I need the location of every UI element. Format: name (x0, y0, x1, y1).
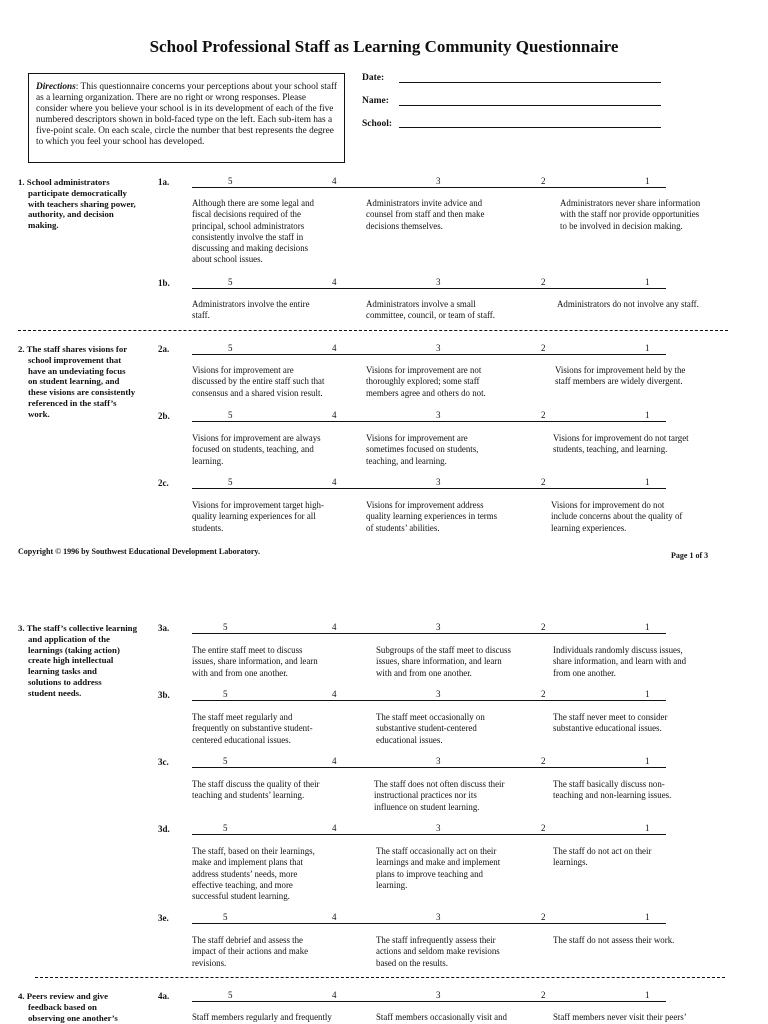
school-field[interactable] (399, 127, 661, 128)
scale-1b-1[interactable]: 1 (645, 277, 650, 287)
item-4-label: 4. Peers review and give feedback based on observing one another’s (18, 991, 118, 1023)
scale-2c-2[interactable]: 2 (541, 477, 546, 487)
scale-3a-4[interactable]: 4 (332, 622, 337, 632)
desc-2b-high: Visions for improvement are always focused on students, teaching, and learning. (192, 433, 321, 466)
scale-2c-5[interactable]: 5 (228, 477, 233, 487)
scale-2b-1[interactable]: 1 (645, 410, 650, 420)
scale-3b-2[interactable]: 2 (541, 689, 546, 699)
scale-2a-2[interactable]: 2 (541, 343, 546, 353)
scale-2c-3[interactable]: 3 (436, 477, 441, 487)
scale-line-2a (192, 354, 666, 355)
scale-3c-2[interactable]: 2 (541, 756, 546, 766)
scale-3b-4[interactable]: 4 (332, 689, 337, 699)
item-2-label: 2. The staff shares visions for school improvement that have an undeviating focus on student learning, and these visions are consistently referenced in the staff’s work. (18, 344, 136, 419)
desc-3c-low: The staff basically discuss non- teaching and non-learning issues. (553, 779, 672, 801)
page-title: School Professional Staff as Learning Community Questionnaire (149, 37, 619, 56)
scale-line-1b (192, 288, 666, 289)
desc-3c-high: The staff discuss the quality of their teaching and students’ learning. (192, 779, 320, 801)
date-field[interactable] (399, 82, 661, 83)
directions-label: Directions (36, 82, 76, 92)
desc-3b-high: The staff meet regularly and frequently on substantive student- centered educational issues. (192, 712, 313, 745)
scale-3d-3[interactable]: 3 (436, 823, 441, 833)
desc-2b-low: Visions for improvement do not target students, teaching, and learning. (553, 433, 689, 455)
desc-3c-mid: The staff does not often discuss their instructional practices nor its influence on student learning. (374, 779, 505, 812)
desc-1b-high: Administrators involve the entire staff. (192, 299, 310, 321)
sub-id-1a: 1a. (158, 177, 170, 187)
sub-id-3d: 3d. (158, 824, 170, 834)
scale-2a-4[interactable]: 4 (332, 343, 337, 353)
scale-1a-2[interactable]: 2 (541, 176, 546, 186)
scale-2b-5[interactable]: 5 (228, 410, 233, 420)
scale-line-2c (192, 488, 666, 489)
scale-line-2b (192, 421, 666, 422)
sub-id-3a: 3a. (158, 623, 170, 633)
scale-2c-1[interactable]: 1 (645, 477, 650, 487)
scale-3a-1[interactable]: 1 (645, 622, 650, 632)
desc-3b-low: The staff never meet to consider substantive educational issues. (553, 712, 668, 734)
scale-3c-3[interactable]: 3 (436, 756, 441, 766)
sub-id-2c: 2c. (158, 478, 169, 488)
desc-3a-high: The entire staff meet to discuss issues, share information, and learn with and from one another. (192, 645, 318, 678)
scale-3c-4[interactable]: 4 (332, 756, 337, 766)
scale-3d-5[interactable]: 5 (223, 823, 228, 833)
scale-3c-5[interactable]: 5 (223, 756, 228, 766)
scale-4a-1[interactable]: 1 (645, 990, 650, 1000)
scale-3e-2[interactable]: 2 (541, 912, 546, 922)
scale-3d-4[interactable]: 4 (332, 823, 337, 833)
scale-line-4a (192, 1001, 666, 1002)
section-divider (18, 330, 728, 331)
scale-3e-5[interactable]: 5 (223, 912, 228, 922)
scale-3d-1[interactable]: 1 (645, 823, 650, 833)
desc-2b-mid: Visions for improvement are sometimes focused on students, teaching, and learning. (366, 433, 479, 466)
desc-4a-low: Staff members never visit their peers’ (553, 1012, 687, 1022)
desc-2a-low: Visions for improvement held by the staff members are widely divergent. (555, 365, 686, 387)
desc-3e-low: The staff do not assess their work. (553, 935, 675, 945)
scale-3e-4[interactable]: 4 (332, 912, 337, 922)
desc-3e-mid: The staff infrequently assess their actions and seldom make revisions based on the results. (376, 935, 500, 968)
scale-4a-5[interactable]: 5 (228, 990, 233, 1000)
scale-1b-4[interactable]: 4 (332, 277, 337, 287)
scale-3e-1[interactable]: 1 (645, 912, 650, 922)
sub-id-3b: 3b. (158, 690, 170, 700)
desc-3a-low: Individuals randomly discuss issues, share information, and learn with and from one another. (553, 645, 687, 678)
date-label: Date: (362, 73, 385, 83)
scale-3d-2[interactable]: 2 (541, 823, 546, 833)
scale-1a-3[interactable]: 3 (436, 176, 441, 186)
scale-2a-1[interactable]: 1 (645, 343, 650, 353)
sub-id-4a: 4a. (158, 991, 170, 1001)
scale-line-3a (192, 633, 666, 634)
desc-4a-mid: Staff members occasionally visit and (376, 1012, 507, 1022)
scale-line-3c (192, 767, 666, 768)
copyright-notice: Copyright © 1996 by Southwest Educational Development Laboratory. (18, 547, 260, 556)
scale-2b-3[interactable]: 3 (436, 410, 441, 420)
desc-3d-low: The staff do not act on their learnings. (553, 846, 652, 868)
desc-1a-mid: Administrators invite advice and counsel from staff and then make decisions themselves. (366, 198, 485, 231)
scale-3b-3[interactable]: 3 (436, 689, 441, 699)
section-divider (35, 977, 725, 978)
sub-id-3c: 3c. (158, 757, 169, 767)
scale-4a-2[interactable]: 2 (541, 990, 546, 1000)
desc-4a-high: Staff members regularly and frequently (192, 1012, 332, 1022)
desc-3d-mid: The staff occasionally act on their learnings and make and implement plans to improve teaching and learning. (376, 846, 501, 890)
name-field[interactable] (399, 105, 661, 106)
desc-2c-low: Visions for improvement do not include concerns about the quality of learning experiences. (551, 500, 683, 533)
scale-3a-2[interactable]: 2 (541, 622, 546, 632)
desc-1b-low: Administrators do not involve any staff. (557, 299, 699, 309)
desc-2a-high: Visions for improvement are discussed by the entire staff such that consensus and a shared vision result. (192, 365, 325, 398)
scale-3c-1[interactable]: 1 (645, 756, 650, 766)
desc-1a-high: Although there are some legal and fiscal decisions required of the principal, school administrators consistently involve the staff in discussing and making decisions about school issues. (192, 198, 314, 265)
scale-line-3d (192, 834, 666, 835)
scale-2b-4[interactable]: 4 (332, 410, 337, 420)
scale-4a-3[interactable]: 3 (436, 990, 441, 1000)
desc-3a-mid: Subgroups of the staff meet to discuss issues, share information, and learn with and from one another. (376, 645, 511, 678)
desc-1b-mid: Administrators involve a small committee, council, or team of staff. (366, 299, 495, 321)
scale-line-1a (192, 187, 666, 188)
scale-1a-1[interactable]: 1 (645, 176, 650, 186)
item-1-label: 1. School administrators participate democratically with teachers sharing power, authority, and decision making. (18, 177, 136, 231)
scale-1b-2[interactable]: 2 (541, 277, 546, 287)
scale-1b-5[interactable]: 5 (228, 277, 233, 287)
sub-id-1b: 1b. (158, 278, 170, 288)
scale-3a-3[interactable]: 3 (436, 622, 441, 632)
scale-4a-4[interactable]: 4 (332, 990, 337, 1000)
scale-2b-2[interactable]: 2 (541, 410, 546, 420)
school-label: School: (362, 119, 393, 129)
scale-2a-5[interactable]: 5 (228, 343, 233, 353)
scale-1a-5[interactable]: 5 (228, 176, 233, 186)
desc-1a-low: Administrators never share information with the staff nor provide opportunities to be involved in decision making. (560, 198, 701, 231)
desc-2c-high: Visions for improvement target high- quality learning experiences for all students. (192, 500, 324, 533)
desc-2a-mid: Visions for improvement are not thoroughly explored; some staff members agree and others do not. (366, 365, 486, 398)
scale-2a-3[interactable]: 3 (436, 343, 441, 353)
scale-1a-4[interactable]: 4 (332, 176, 337, 186)
desc-3b-mid: The staff meet occasionally on substantive student-centered educational issues. (376, 712, 485, 745)
sub-id-2b: 2b. (158, 411, 170, 421)
scale-line-3b (192, 700, 666, 701)
page-number: Page 1 of 3 (671, 551, 709, 560)
desc-2c-mid: Visions for improvement address quality learning experiences in terms of students’ abilities. (366, 500, 498, 533)
desc-3d-high: The staff, based on their learnings, make and implement plans that address students’ needs, more effective teaching, and more successful student learning. (192, 846, 315, 902)
scale-line-3e (192, 923, 666, 924)
name-label: Name: (362, 96, 389, 106)
item-3-label: 3. The staff’s collective learning and application of the learnings (taking action) create high intellectual learning tasks and solutions to address student needs. (18, 623, 137, 698)
scale-3b-5[interactable]: 5 (223, 689, 228, 699)
directions-box (28, 73, 345, 163)
scale-3b-1[interactable]: 1 (645, 689, 650, 699)
scale-1b-3[interactable]: 3 (436, 277, 441, 287)
scale-2c-4[interactable]: 4 (332, 477, 337, 487)
directions-text: : This questionnaire concerns your perceptions about your school staff as a learning organization. There are no right or wrong responses. Please consider where you believe your school is in its development of each of the five numbered descriptors shown in bold-faced type on the left. Each sub-item has a five-point scale. On each scale, circle the number that best represents the degree to which you feel your school has developed. (36, 82, 337, 148)
scale-3e-3[interactable]: 3 (436, 912, 441, 922)
sub-id-3e: 3e. (158, 913, 169, 923)
sub-id-2a: 2a. (158, 344, 170, 354)
desc-3e-high: The staff debrief and assess the impact of their actions and make revisions. (192, 935, 309, 968)
scale-3a-5[interactable]: 5 (223, 622, 228, 632)
